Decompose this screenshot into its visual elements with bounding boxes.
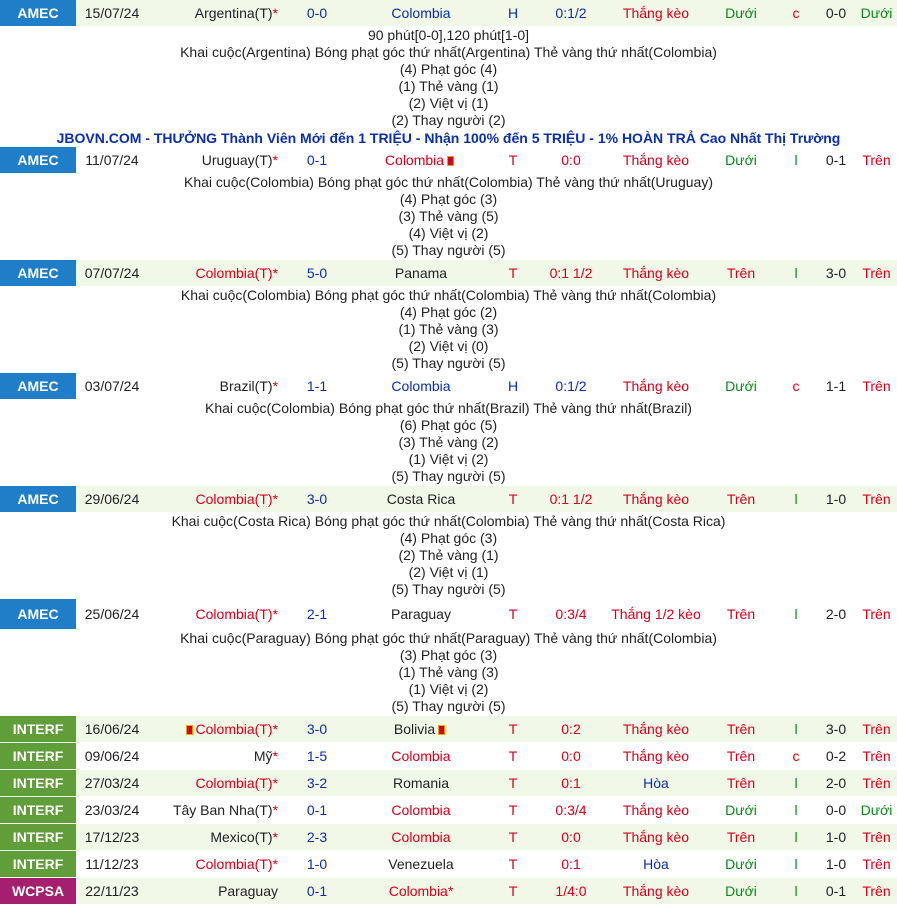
neutral-venue-star-icon: * [272,775,278,791]
away-team-name[interactable]: Colombia [391,829,451,845]
home-team-cell [148,265,282,281]
handicap-result: Thắng kèo [622,152,690,168]
odd-even-indicator: c [792,748,800,764]
stat-line: Khai cuộc(Colombia) Bóng phạt góc thứ nhất(Brazil) Thẻ vàng thứ nhất(Brazil) [205,400,692,416]
home-team-cell [148,856,282,872]
away-team-cell [352,883,490,899]
handicap-result: Thắng kèo [622,5,690,21]
home-away-indicator: H [507,378,519,394]
stat-line: (5) Thay người (5) [391,242,506,258]
half-time-score: 0-0 [825,5,847,21]
score-link[interactable]: 2-1 [306,606,328,622]
competition-badge[interactable]: AMEC [0,599,76,629]
over-under-result: Trên [726,775,756,791]
match-date: 03/07/24 [84,378,140,394]
competition-badge[interactable]: INTERF [0,797,76,823]
handicap-value: 0:3/4 [555,606,587,622]
away-team-cell [352,5,490,21]
neutral-venue-star-icon: * [272,378,278,394]
stat-line: (1) Thẻ vàng (1) [398,78,499,94]
home-team-cell [148,883,282,899]
stat-line: (4) Phạt góc (3) [399,191,498,207]
home-team-name[interactable]: Colombia(T) [195,721,273,737]
over-under-result: Trên [726,265,756,281]
match-row[interactable] [0,743,897,770]
half-over-under-result: Trên [862,748,891,764]
home-away-indicator: T [508,606,518,622]
score-link[interactable]: 0-0 [306,5,328,21]
stat-line: (1) Việt vị (2) [408,681,489,697]
stat-line: (5) Thay người (5) [391,698,506,714]
away-team-name[interactable]: Colombia [391,378,451,394]
home-team-name[interactable]: Uruguay(T) [201,152,273,168]
home-team-name[interactable]: Mỹ [253,748,273,764]
score-link[interactable]: 3-2 [306,775,328,791]
half-time-score: 1-0 [825,491,847,507]
handicap-result: Hòa [643,856,669,872]
away-team-cell [352,491,490,507]
handicap-value: 0:1 [561,775,581,791]
home-team-name[interactable]: Paraguay [218,883,278,899]
half-time-score: 1-0 [825,856,847,872]
home-team-name[interactable]: Colombia(T) [195,265,273,281]
match-date: 15/07/24 [84,5,140,21]
away-team-name[interactable]: Colombia [391,748,451,764]
half-over-under-result: Trên [862,721,891,737]
handicap-result: Thắng kèo [622,829,690,845]
competition-badge[interactable]: AMEC [0,486,76,512]
away-team-cell [352,802,490,818]
away-team-cell [352,856,490,872]
handicap-value: 0:1 1/2 [549,491,593,507]
red-card-icon [438,725,445,735]
score-link[interactable]: 0-1 [306,802,328,818]
match-date: 27/03/24 [84,775,140,791]
match-detail-stats [0,27,897,130]
match-date: 23/03/24 [84,802,140,818]
match-row[interactable] [0,147,897,174]
half-over-under-result: Trên [862,856,891,872]
away-team-name[interactable]: Colombia [391,802,451,818]
away-team-cell [352,829,490,845]
stat-line: (2) Việt vị (1) [408,564,489,580]
red-card-icon [447,156,454,166]
stat-line: (2) Thay người (2) [391,112,506,128]
match-row[interactable] [0,486,897,513]
home-team-cell [148,5,282,21]
handicap-result: Thắng 1/2 kèo [611,606,701,622]
neutral-venue-star-icon: * [272,829,278,845]
over-under-result: Trên [726,748,756,764]
home-team-name[interactable]: Colombia(T) [195,606,273,622]
match-date: 09/06/24 [84,748,140,764]
handicap-result: Thắng kèo [622,491,690,507]
home-team-name[interactable]: Colombia(T) [195,856,273,872]
stat-line: Khai cuộc(Colombia) Bóng phạt góc thứ nhất(Colombia) Thẻ vàng thứ nhất(Colombia) [180,287,717,303]
odd-even-indicator: l [794,802,798,818]
stat-line: (1) Thẻ vàng (3) [398,321,499,337]
competition-badge[interactable]: INTERF [0,824,76,850]
handicap-result: Hòa [643,775,669,791]
half-time-score: 0-0 [825,802,847,818]
stat-line: (2) Việt vị (0) [408,338,489,354]
match-date: 11/12/23 [85,856,139,872]
stat-line: Khai cuộc(Colombia) Bóng phạt góc thứ nhất(Colombia) Thẻ vàng thứ nhất(Uruguay) [184,174,713,190]
stat-line: (5) Thay người (5) [391,468,506,484]
handicap-value: 0:1/2 [555,378,587,394]
match-row[interactable] [0,797,897,824]
home-team-name[interactable]: Argentina(T) [194,5,273,21]
match-row[interactable] [0,878,897,905]
match-row[interactable] [0,851,897,878]
home-away-indicator: T [508,152,518,168]
home-away-indicator: T [508,775,518,791]
home-team-cell [148,802,282,818]
match-row[interactable] [0,599,897,630]
stat-line: (5) Thay người (5) [391,355,506,371]
odd-even-indicator: c [792,378,800,394]
odd-even-indicator: l [794,491,798,507]
match-date: 11/07/24 [85,152,139,168]
half-over-under-result: Trên [862,606,891,622]
half-over-under-result: Trên [862,883,891,899]
match-row[interactable] [0,260,897,287]
half-time-score: 2-0 [825,775,847,791]
home-away-indicator: T [508,802,518,818]
away-team-name[interactable]: Venezuela [388,856,454,872]
away-team-cell [352,721,490,737]
away-team-cell [352,775,490,791]
away-team-cell [352,378,490,394]
away-team-name[interactable]: Costa Rica [386,491,456,507]
half-time-score: 1-0 [825,829,847,845]
competition-badge[interactable]: INTERF [0,743,76,769]
stat-line: (2) Việt vị (1) [408,95,489,111]
neutral-venue-star-icon: * [272,152,278,168]
match-date: 16/06/24 [84,721,140,737]
over-under-result: Trên [726,606,756,622]
neutral-venue-star-icon: * [272,802,278,818]
half-over-under-result: Trên [862,491,891,507]
over-under-result: Trên [726,491,756,507]
home-team-name[interactable]: Mexico(T) [210,829,273,845]
over-under-result: Dưới [725,378,757,394]
over-under-result: Trên [726,721,756,737]
odd-even-indicator: c [792,5,800,21]
stat-line: Khai cuộc(Paraguay) Bóng phạt góc thứ nhất(Paraguay) Thẻ vàng thứ nhất(Colombia) [180,630,717,646]
over-under-result: Dưới [725,152,757,168]
competition-badge[interactable]: AMEC [0,147,76,173]
handicap-result: Thắng kèo [622,802,690,818]
handicap-result: Thắng kèo [622,721,690,737]
score-link[interactable]: 3-0 [306,721,328,737]
half-time-score: 0-1 [825,883,847,899]
neutral-venue-star-icon: * [272,491,278,507]
over-under-result: Dưới [725,5,757,21]
neutral-venue-star-icon: * [447,883,454,899]
odd-even-indicator: l [794,775,798,791]
odd-even-indicator: l [794,265,798,281]
match-date: 29/06/24 [84,491,140,507]
half-time-score: 0-1 [825,152,847,168]
away-team-name[interactable]: Paraguay [391,606,451,622]
stat-line: (3) Thẻ vàng (2) [398,434,499,450]
competition-badge[interactable]: AMEC [0,0,76,26]
competition-badge[interactable]: AMEC [0,373,76,399]
half-time-score: 3-0 [825,265,847,281]
stat-line: (3) Thẻ vàng (5) [398,208,499,224]
half-over-under-result: Dưới [860,802,893,818]
odd-even-indicator: l [794,606,798,622]
odd-even-indicator: l [794,829,798,845]
home-team-name[interactable]: Tây Ban Nha(T) [172,802,273,818]
stat-line: Khai cuộc(Costa Rica) Bóng phạt góc thứ nhất(Colombia) Thẻ vàng thứ nhất(Costa Rica) [171,513,726,529]
away-team-cell [352,265,490,281]
away-team-name[interactable]: Romania [392,775,450,791]
away-team-name[interactable]: Colombia [391,5,451,21]
home-team-name[interactable]: Colombia(T) [195,775,273,791]
match-date: 07/07/24 [84,265,140,281]
handicap-result: Thắng kèo [622,883,690,899]
home-team-cell [148,829,282,845]
home-away-indicator: H [507,5,519,21]
match-row[interactable] [0,0,897,27]
stat-line: (6) Phạt góc (5) [399,417,498,433]
home-away-indicator: T [508,721,518,737]
match-row[interactable] [0,716,897,743]
home-away-indicator: T [508,748,518,764]
handicap-value: 1/4:0 [555,883,587,899]
stat-line: (2) Thẻ vàng (1) [398,547,499,563]
competition-badge[interactable]: INTERF [0,851,76,877]
over-under-result: Trên [726,829,756,845]
half-over-under-result: Trên [862,829,891,845]
half-time-score: 3-0 [825,721,847,737]
neutral-venue-star-icon: * [272,748,278,764]
stat-line: (1) Việt vị (2) [408,451,489,467]
home-team-cell [148,152,282,168]
match-row[interactable] [0,373,897,400]
half-over-under-result: Trên [862,775,891,791]
neutral-venue-star-icon: * [272,5,278,21]
match-row[interactable] [0,770,897,797]
neutral-venue-star-icon: * [272,721,278,737]
score-link[interactable]: 1-5 [306,748,328,764]
over-under-result: Dưới [725,883,757,899]
stat-line: (4) Phạt góc (3) [399,530,498,546]
match-row[interactable] [0,824,897,851]
home-away-indicator: T [508,491,518,507]
away-team-name[interactable]: Bolivia [393,721,436,737]
handicap-value: 0:2 [561,721,581,737]
stat-line: (5) Thay người (5) [391,581,506,597]
over-under-result: Dưới [725,802,757,818]
stat-line: 90 phút[0-0],120 phút[1-0] [367,27,530,43]
half-time-score: 0-2 [825,748,847,764]
match-detail-stats [0,513,897,599]
neutral-venue-star-icon: * [272,856,278,872]
promo-banner-link[interactable]: JBOVN.COM - THƯỞNG Thành Viên Mới đến 1 TRIỆU - Nhận 100% đến 5 TRIỆU - 1% HOÀN TRẢ Cao Nhất Thị Trường [0,130,897,147]
handicap-value: 0:0 [561,152,581,168]
handicap-value: 0:1 [561,856,581,872]
stat-line: (1) Thẻ vàng (3) [398,664,499,680]
competition-badge[interactable]: WCPSA [0,878,76,904]
match-detail-stats [0,400,897,486]
match-detail-stats [0,630,897,716]
score-link[interactable]: 1-1 [306,378,328,394]
home-away-indicator: T [508,856,518,872]
match-detail-stats [0,287,897,373]
half-time-score: 1-1 [825,378,847,394]
match-date: 17/12/23 [84,829,140,845]
score-link[interactable]: 0-1 [306,883,328,899]
red-card-icon [186,725,193,735]
half-time-score: 2-0 [825,606,847,622]
score-link[interactable]: 1-0 [306,856,328,872]
over-under-result: Dưới [725,856,757,872]
odd-even-indicator: l [794,883,798,899]
handicap-value: 0:1 1/2 [549,265,593,281]
competition-badge[interactable]: AMEC [0,260,76,286]
score-link[interactable]: 3-0 [306,491,328,507]
away-team-cell [352,748,490,764]
handicap-value: 0:0 [561,829,581,845]
stat-line: (3) Phạt góc (3) [399,647,498,663]
away-team-cell [352,606,490,622]
away-team-name[interactable]: Panama [394,265,448,281]
competition-badge[interactable]: INTERF [0,716,76,742]
home-team-cell [148,721,282,737]
stat-line: Khai cuộc(Argentina) Bóng phạt góc thứ nhất(Argentina) Thẻ vàng thứ nhất(Colombia) [180,44,717,60]
half-over-under-result: Dưới [860,5,893,21]
match-date: 25/06/24 [84,606,140,622]
odd-even-indicator: l [794,152,798,168]
stat-line: (4) Việt vị (2) [408,225,489,241]
handicap-result: Thắng kèo [622,265,690,281]
stat-line: (4) Phạt góc (2) [399,304,498,320]
home-team-cell [148,606,282,622]
home-team-cell [148,775,282,791]
home-team-name[interactable]: Colombia(T) [195,491,273,507]
home-team-cell [148,491,282,507]
neutral-venue-star-icon: * [272,265,278,281]
match-detail-stats [0,174,897,260]
handicap-value: 0:0 [561,748,581,764]
score-link[interactable]: 2-3 [306,829,328,845]
home-team-name[interactable]: Brazil(T) [219,378,273,394]
half-over-under-result: Trên [862,265,891,281]
handicap-result: Thắng kèo [622,378,690,394]
score-link[interactable]: 5-0 [306,265,328,281]
home-team-cell [148,378,282,394]
away-team-cell [352,152,490,168]
stat-line: (4) Phạt góc (4) [399,61,498,77]
away-team-name[interactable]: Colombia [388,883,448,899]
home-team-cell [148,748,282,764]
handicap-value: 0:3/4 [555,802,587,818]
competition-badge[interactable]: INTERF [0,770,76,796]
neutral-venue-star-icon: * [272,606,278,622]
handicap-value: 0:1/2 [555,5,587,21]
half-over-under-result: Trên [862,378,891,394]
match-date: 22/11/23 [85,883,139,899]
half-over-under-result: Trên [862,152,891,168]
home-away-indicator: T [508,265,518,281]
odd-even-indicator: l [794,721,798,737]
home-away-indicator: T [508,883,518,899]
odd-even-indicator: l [794,856,798,872]
away-team-name[interactable]: Colombia [384,152,445,168]
score-link[interactable]: 0-1 [306,152,328,168]
handicap-result: Thắng kèo [622,748,690,764]
home-away-indicator: T [508,829,518,845]
